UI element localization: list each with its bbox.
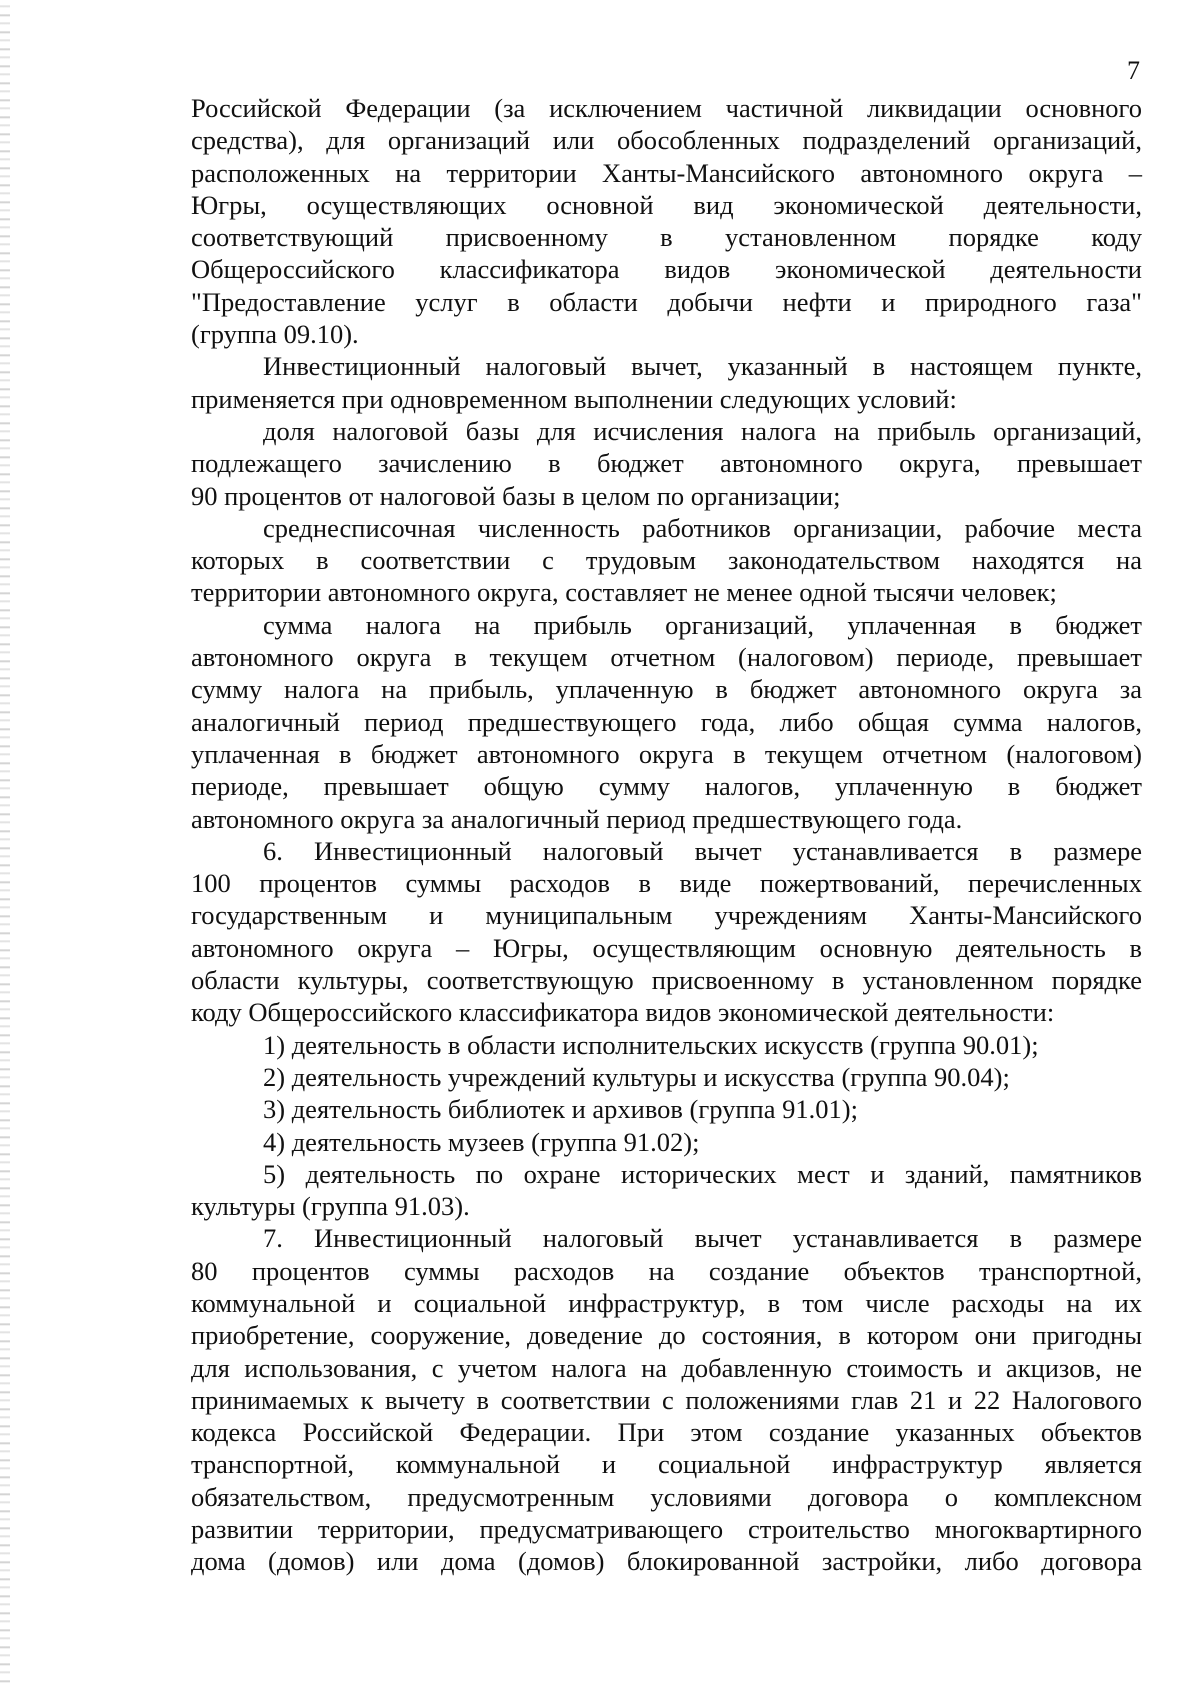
text-line: для использования, с учетом налога на добавленную стоимость и акцизов, не: [191, 1352, 1142, 1383]
text-line: 80 процентов суммы расходов на создание объектов транспортной,: [191, 1255, 1142, 1286]
text-line: сумму налога на прибыль, уплаченную в бюджет автономного округа за: [191, 674, 1142, 705]
text-line: которых в соответствии с трудовым законодательством находятся на: [191, 545, 1142, 576]
text-line: Российской Федерации (за исключением частичной ликвидации основного: [191, 93, 1142, 123]
text-line: территории автономного округа, составляет не менее одной тысячи человек;: [191, 577, 1057, 608]
text-line: Югры, осуществляющих основной вид экономической деятельности,: [191, 189, 1142, 220]
text-line: средства), для организаций или обособленных подразделений организаций,: [191, 125, 1142, 156]
text-line: автономного округа за аналогичный период предшествующего года.: [191, 803, 963, 834]
text-line: обязательством, предусмотренным условиями договора о комплексном: [191, 1481, 1142, 1512]
text-line: 6. Инвестиционный налоговый вычет устанавливается в размере: [263, 835, 1142, 866]
text-line: приобретение, сооружение, доведение до состояния, в котором они пригодны: [191, 1320, 1142, 1351]
text-line: кодекса Российской Федерации. При этом создание указанных объектов: [191, 1417, 1142, 1448]
text-line: доля налоговой базы для исчисления налога на прибыль организаций,: [263, 415, 1142, 446]
text-line: Общероссийского классификатора видов экономической деятельности: [191, 254, 1142, 285]
text-line: 5) деятельность по охране исторических мест и зданий, памятников: [263, 1158, 1142, 1189]
text-line: (группа 09.10).: [191, 319, 359, 350]
text-line: Инвестиционный налоговый вычет, указанный в настоящем пункте,: [263, 351, 1142, 382]
text-line: принимаемых к вычету в соответствии с положениями глав 21 и 22 Налогового: [191, 1384, 1142, 1415]
text-line: расположенных на территории Ханты-Мансийского автономного округа –: [191, 157, 1142, 188]
text-line: 100 процентов суммы расходов в виде пожертвований, перечисленных: [191, 868, 1142, 899]
text-line: автономного округа в текущем отчетном (налоговом) периоде, превышает: [191, 642, 1142, 673]
text-line: 3) деятельность библиотек и архивов (группа 91.01);: [263, 1094, 858, 1125]
document-body: [191, 92, 1142, 1578]
text-line: среднесписочная численность работников организации, рабочие места: [263, 512, 1142, 543]
scan-edge-artifact: [0, 0, 10, 1683]
text-line: области культуры, соответствующую присвоенному в установленном порядке: [191, 965, 1142, 996]
text-line: 4) деятельность музеев (группа 91.02);: [263, 1126, 700, 1157]
text-line: периоде, превышает общую сумму налогов, уплаченную в бюджет: [191, 771, 1142, 802]
text-line: 90 процентов от налоговой базы в целом по организации;: [191, 480, 841, 511]
text-line: автономного округа – Югры, осуществляющим основную деятельность в: [191, 932, 1142, 963]
text-line: государственным и муниципальным учреждениям Ханты-Мансийского: [191, 900, 1142, 931]
text-line: подлежащего зачислению в бюджет автономного округа, превышает: [191, 448, 1142, 479]
text-line: применяется при одновременном выполнении следующих условий:: [191, 383, 957, 414]
page-number: 7: [1127, 56, 1140, 85]
text-line: соответствующий присвоенному в установленном порядке коду: [191, 222, 1142, 253]
text-line: аналогичный период предшествующего года, либо общая сумма налогов,: [191, 706, 1142, 737]
text-line: уплаченная в бюджет автономного округа в текущем отчетном (налоговом): [191, 738, 1142, 769]
text-line: 1) деятельность в области исполнительских искусств (группа 90.01);: [263, 1029, 1039, 1060]
text-line: 7. Инвестиционный налоговый вычет устанавливается в размере: [263, 1223, 1142, 1254]
text-line: сумма налога на прибыль организаций, уплаченная в бюджет: [263, 609, 1142, 640]
text-line: коммунальной и социальной инфраструктур, в том числе расходы на их: [191, 1287, 1142, 1318]
text-line: культуры (группа 91.03).: [191, 1191, 470, 1222]
text-line: "Предоставление услуг в области добычи нефти и природного газа": [191, 286, 1142, 317]
text-line: дома (домов) или дома (домов) блокированной застройки, либо договора: [191, 1546, 1142, 1577]
text-line: коду Общероссийского классификатора видов экономической деятельности:: [191, 997, 1055, 1028]
text-line: развитии территории, предусматривающего строительство многоквартирного: [191, 1514, 1142, 1545]
text-line: транспортной, коммунальной и социальной инфраструктур является: [191, 1449, 1142, 1480]
text-line: 2) деятельность учреждений культуры и искусства (группа 90.04);: [263, 1061, 1010, 1092]
